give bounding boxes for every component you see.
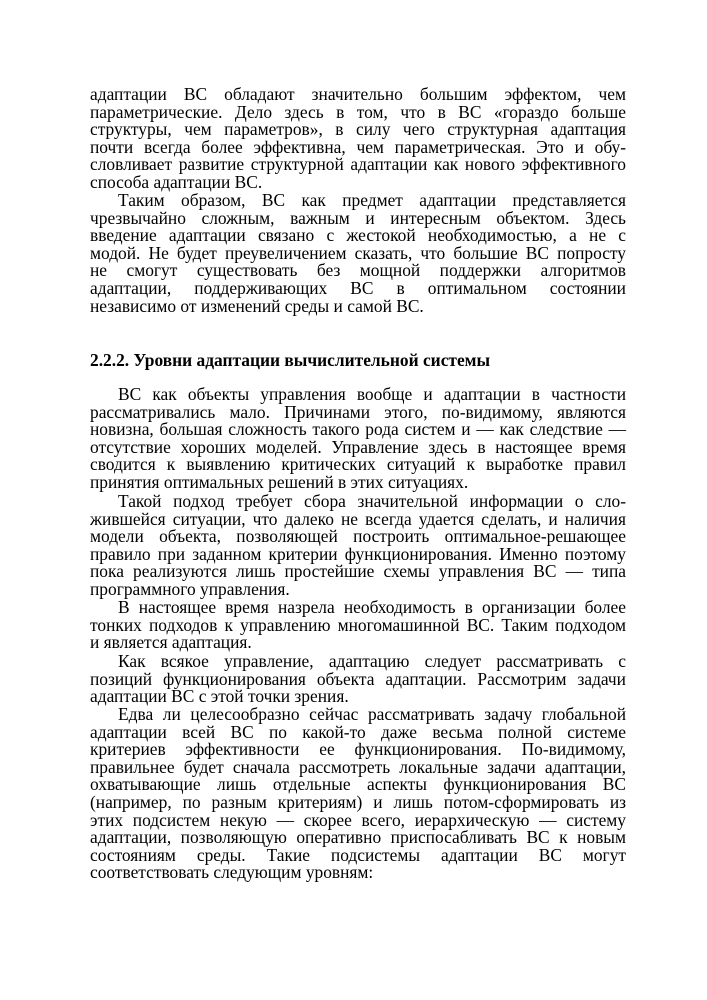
text-line: охватывающие лишь отдельные аспекты функционирования ВС xyxy=(90,774,626,795)
text-line: адаптации, позволяющую оперативно приспосабливать ВС к новым xyxy=(90,827,626,848)
text-line: и является адаптация. xyxy=(90,632,252,653)
text-line: правильнее будет сначала рассмотреть локальные задачи адаптации, xyxy=(90,756,626,777)
text-line: параметрические. Дело здесь в том, что в ВС «гораздо больше xyxy=(90,101,626,122)
text-line: состояниям среды. Такие подсистемы адаптации ВС могут xyxy=(90,844,626,865)
text-line: Как всякое управление, адаптацию следует рассматривать с xyxy=(118,651,626,671)
text-line: введение адаптации связано с жестокой необходимостью, а не с xyxy=(90,225,626,246)
text-line: Таким образом, ВС как предмет адаптации представляется xyxy=(118,190,626,210)
text-line: сводится к выявлению критических ситуаций к выработке правил xyxy=(90,454,626,475)
text-line: критериев эффективности ее функционирования. По-видимому, xyxy=(90,739,626,760)
text-line: новизна, большая сложность такого рода систем и — как следствие — xyxy=(90,419,626,440)
paragraph-6 xyxy=(90,653,626,706)
paragraph-5 xyxy=(90,599,626,652)
text-line: почти всегда более эффективна, чем параметрическая. Это и обу- xyxy=(90,136,626,157)
text-line: чрезвычайно сложным, важным и интересным объектом. Здесь xyxy=(90,207,626,228)
text-line: модели объекта, позволяющей построить оптимальное-решающее xyxy=(90,526,626,547)
section-heading: 2.2.2. Уровни адаптации вычислительной системы xyxy=(90,350,491,370)
text-line: рассматривались мало. Причинами этого, по-видимому, являются xyxy=(90,401,626,422)
text-line: (например, по разным критериям) и лишь потом-сформировать из xyxy=(90,791,626,812)
paragraph-4 xyxy=(90,493,626,599)
text-line: адаптации ВС с этой точки зрения. xyxy=(90,686,349,707)
text-line: словливает развитие структурной адаптации как нового эффективного xyxy=(90,154,626,175)
paragraph-7 xyxy=(90,706,626,882)
text-line: адаптации всей ВС по какой-то даже весьма полной системе xyxy=(90,721,626,742)
text-line: соответствовать следующим уровням: xyxy=(90,862,374,883)
text-line: пока реализуются лишь простейшие схемы управления ВС — типа xyxy=(90,561,626,582)
text-line: не смогут существовать без мощной поддержки алгоритмов xyxy=(90,260,626,281)
text-line: адаптации ВС обладают значительно большим эффектом, чем xyxy=(90,84,626,104)
paragraph-1 xyxy=(90,86,626,192)
text-line: независимо от изменений среды и самой ВС. xyxy=(90,295,424,316)
text-line: программного управления. xyxy=(90,578,290,599)
text-line: структуры, чем параметров», в силу чего структурная адаптация xyxy=(90,119,626,140)
text-line: позиций функционирования объекта адаптации. Рассмотрим задачи xyxy=(90,668,626,689)
text-line: принятия оптимальных решений в этих ситуациях. xyxy=(90,471,469,492)
text-line: модой. Не будет преувеличением сказать, что большие ВС попросту xyxy=(90,242,626,263)
text-line: В настоящее время назрела необходимость в организации более xyxy=(118,597,626,617)
paragraph-2 xyxy=(90,192,626,315)
text-line: Такой подход требует сбора значительной информации о сло- xyxy=(118,491,626,511)
text-line: отсутствие хороших моделей. Управление здесь в настоящее время xyxy=(90,436,626,457)
text-line: Едва ли целесообразно сейчас рассматривать задачу глобальной xyxy=(118,704,626,724)
text-line: тонких подходов к управлению многомашинной ВС. Таким подходом xyxy=(90,614,626,635)
text-line: способа адаптации ВС. xyxy=(90,171,263,192)
paragraph-3 xyxy=(90,386,626,492)
text-line: адаптации, поддерживающих ВС в оптимальном состоянии xyxy=(90,277,626,298)
text-line: этих подсистем некую — скорее всего, иерархическую — систему xyxy=(90,809,626,830)
text-line: правило при заданном критерии функционирования. Именно поэтому xyxy=(90,543,626,564)
text-line: жившейся ситуации, что далеко не всегда удается сделать, и наличия xyxy=(90,508,626,529)
text-line: ВС как объекты управления вообще и адаптации в частности xyxy=(118,384,626,404)
